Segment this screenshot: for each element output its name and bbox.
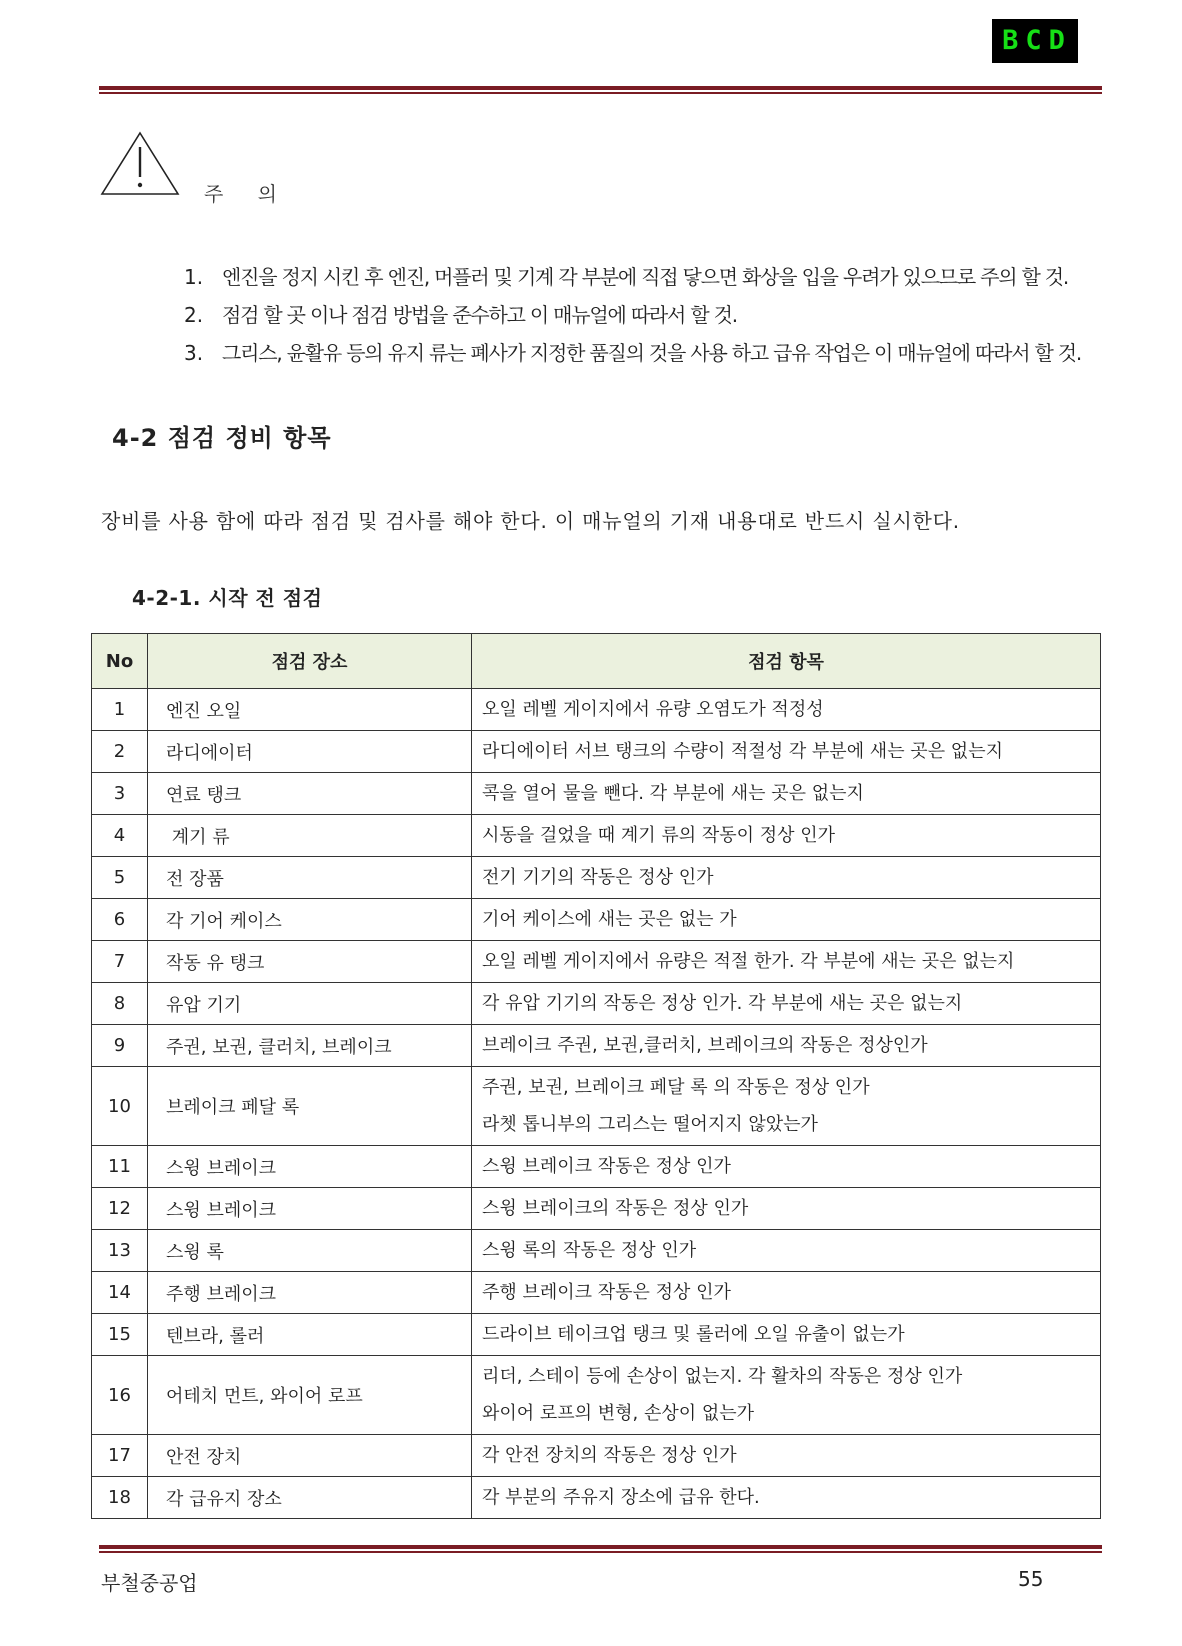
table-row	[92, 1477, 1101, 1519]
table-row	[92, 731, 1101, 773]
footer-rule	[99, 1545, 1102, 1549]
inspection-item-line: 각 부분의 주유지 장소에 급유 한다.	[482, 1487, 760, 1508]
table-row	[92, 1272, 1101, 1314]
table-row	[92, 983, 1101, 1025]
company-name: 부철중공업	[101, 1571, 198, 1595]
row-number: 1	[92, 689, 148, 731]
inspection-table	[91, 633, 1101, 1519]
section-intro: 장비를 사용 함에 따라 점검 및 검사를 해야 한다. 이 매뉴얼의 기재 내용대로 반드시 실시한다.	[101, 509, 960, 533]
table-row	[92, 1435, 1101, 1477]
table-row	[92, 1356, 1101, 1435]
inspection-item	[472, 1356, 1101, 1435]
table-row	[92, 1188, 1101, 1230]
inspection-place: 주행 브레이크	[148, 1272, 472, 1314]
table-row	[92, 899, 1101, 941]
subsection-title: 4-2-1. 시작 전 점검	[132, 586, 323, 610]
table-row	[92, 1146, 1101, 1188]
row-number: 6	[92, 899, 148, 941]
header-items: 점검 항목	[472, 634, 1101, 689]
inspection-item	[472, 815, 1101, 857]
inspection-item-line: 각 안전 장치의 작동은 정상 인가	[482, 1445, 737, 1466]
row-number: 15	[92, 1314, 148, 1356]
row-number: 4	[92, 815, 148, 857]
inspection-item-line: 와이어 로프의 변형, 손상이 없는가	[482, 1403, 755, 1424]
inspection-place: 스윙 브레이크	[148, 1146, 472, 1188]
inspection-place: 엔진 오일	[148, 689, 472, 731]
inspection-item-line: 각 유압 기기의 작동은 정상 인가. 각 부분에 새는 곳은 없는지	[482, 993, 963, 1014]
inspection-item	[472, 773, 1101, 815]
inspection-item-line: 스윙 록의 작동은 정상 인가	[482, 1240, 697, 1261]
inspection-item	[472, 1435, 1101, 1477]
inspection-item	[472, 1230, 1101, 1272]
table-body	[92, 689, 1101, 1519]
footer-rule-thin	[99, 1551, 1102, 1553]
row-number: 16	[92, 1356, 148, 1435]
row-number: 12	[92, 1188, 148, 1230]
inspection-item	[472, 899, 1101, 941]
page-number: 55	[1018, 1567, 1044, 1591]
inspection-place: 어테치 먼트, 와이어 로프	[148, 1356, 472, 1435]
bcd-logo: BCD	[992, 19, 1078, 63]
inspection-item-line: 시동을 걸었을 때 계기 류의 작동이 정상 인가	[482, 825, 836, 846]
row-number: 3	[92, 773, 148, 815]
inspection-item-line: 리더, 스테이 등에 손상이 없는지. 각 활차의 작동은 정상 인가	[482, 1366, 963, 1387]
inspection-item	[472, 1146, 1101, 1188]
row-number: 5	[92, 857, 148, 899]
row-number: 14	[92, 1272, 148, 1314]
inspection-item	[472, 689, 1101, 731]
header-place: 점검 장소	[148, 634, 472, 689]
inspection-item	[472, 983, 1101, 1025]
row-number: 13	[92, 1230, 148, 1272]
inspection-place: 계기 류	[148, 815, 472, 857]
row-number: 8	[92, 983, 148, 1025]
inspection-item-line: 라디에이터 서브 탱크의 수량이 적절성 각 부분에 새는 곳은 없는지	[482, 741, 1003, 762]
table-row	[92, 773, 1101, 815]
inspection-item	[472, 1067, 1101, 1146]
inspection-item-line: 스윙 브레이크 작동은 정상 인가	[482, 1156, 731, 1177]
inspection-place: 유압 기기	[148, 983, 472, 1025]
inspection-item-line: 주권, 보권, 브레이크 페달 록 의 작동은 정상 인가	[482, 1077, 870, 1098]
inspection-item-line: 라쳇 톱니부의 그리스는 떨어지지 않았는가	[482, 1114, 818, 1135]
inspection-item	[472, 857, 1101, 899]
inspection-place: 주권, 보권, 클러치, 브레이크	[148, 1025, 472, 1067]
row-number: 10	[92, 1067, 148, 1146]
inspection-place: 안전 장치	[148, 1435, 472, 1477]
inspection-item-line: 오일 레벨 게이지에서 유량 오염도가 적정성	[482, 699, 824, 720]
warning-title: 주 의	[204, 182, 291, 206]
inspection-item-line: 오일 레벨 게이지에서 유량은 적절 한가. 각 부분에 새는 곳은 없는지	[482, 951, 1015, 972]
inspection-item-line: 콕을 열어 물을 뺀다. 각 부분에 새는 곳은 없는지	[482, 783, 864, 804]
table-row	[92, 689, 1101, 731]
inspection-place: 연료 탱크	[148, 773, 472, 815]
table-row	[92, 857, 1101, 899]
warning-triangle-icon	[100, 131, 180, 197]
inspection-place: 텐브라, 롤러	[148, 1314, 472, 1356]
inspection-item	[472, 1477, 1101, 1519]
inspection-place: 스윙 브레이크	[148, 1188, 472, 1230]
inspection-item	[472, 1314, 1101, 1356]
inspection-item	[472, 1025, 1101, 1067]
table-row	[92, 1025, 1101, 1067]
inspection-item	[472, 941, 1101, 983]
inspection-item	[472, 1188, 1101, 1230]
warning-item: 3. 그리스, 윤활유 등의 유지 류는 폐사가 지정한 품질의 것을 사용 하고 급유 작업은 이 매뉴얼에 따라서 할 것.	[184, 341, 1082, 365]
inspection-item	[472, 1272, 1101, 1314]
inspection-place: 각 급유지 장소	[148, 1477, 472, 1519]
inspection-item	[472, 731, 1101, 773]
warning-item: 2. 점검 할 곳 이나 점검 방법을 준수하고 이 매뉴얼에 따라서 할 것.	[184, 303, 737, 327]
inspection-item-line: 드라이브 테이크업 탱크 및 롤러에 오일 유출이 없는가	[482, 1324, 905, 1345]
table-row	[92, 1230, 1101, 1272]
table-header-row	[92, 634, 1101, 689]
inspection-place: 각 기어 케이스	[148, 899, 472, 941]
row-number: 7	[92, 941, 148, 983]
header-no: No	[92, 634, 148, 689]
table-row	[92, 941, 1101, 983]
row-number: 18	[92, 1477, 148, 1519]
row-number: 17	[92, 1435, 148, 1477]
inspection-place: 전 장품	[148, 857, 472, 899]
section-title: 4-2 점검 정비 항목	[112, 424, 332, 452]
inspection-item-line: 브레이크 주권, 보권,클러치, 브레이크의 작동은 정상인가	[482, 1035, 928, 1056]
inspection-item-line: 전기 기기의 작동은 정상 인가	[482, 867, 714, 888]
table-row	[92, 1314, 1101, 1356]
inspection-item-line: 스윙 브레이크의 작동은 정상 인가	[482, 1198, 749, 1219]
inspection-place: 라디에이터	[148, 731, 472, 773]
inspection-place: 작동 유 탱크	[148, 941, 472, 983]
warning-item: 1. 엔진을 정지 시킨 후 엔진, 머플러 및 기계 각 부분에 직접 닿으면 화상을 입을 우려가 있으므로 주의 할 것.	[184, 265, 1069, 289]
inspection-place: 스윙 록	[148, 1230, 472, 1272]
table-row	[92, 1067, 1101, 1146]
inspection-item-line: 기어 케이스에 새는 곳은 없는 가	[482, 909, 737, 930]
row-number: 9	[92, 1025, 148, 1067]
inspection-place: 브레이크 페달 록	[148, 1067, 472, 1146]
inspection-item-line: 주행 브레이크 작동은 정상 인가	[482, 1282, 731, 1303]
header-rule	[99, 86, 1102, 90]
table-row	[92, 815, 1101, 857]
header-rule-thin	[99, 92, 1102, 94]
row-number: 11	[92, 1146, 148, 1188]
row-number: 2	[92, 731, 148, 773]
warning-list	[184, 262, 1081, 376]
